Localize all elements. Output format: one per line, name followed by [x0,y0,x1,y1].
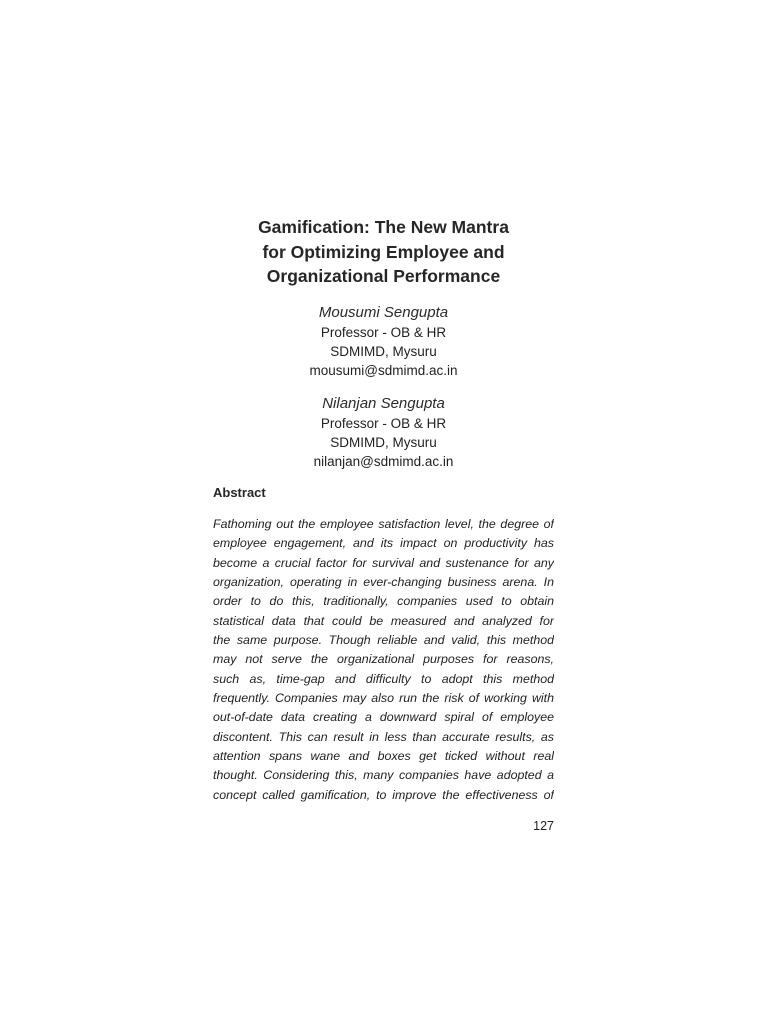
abstract-line: employee engagement, and its impact on productivity has [213,536,554,551]
author-position: Professor - OB & HR [320,325,447,340]
abstract-line: such as, time-gap and difficulty to adopt this method [213,671,554,686]
author-email: mousumi@sdmimd.ac.in [309,363,458,378]
abstract-line: Fathoming out the employee satisfaction level, the degree of [213,517,554,531]
title-line: Gamification: The New Mantra [258,217,509,237]
author-institution: SDMIMD, Mysuru [330,344,437,359]
abstract-line: order to do this, traditionally, companies used to obtain [213,594,554,609]
abstract-line: concept called gamification, to improve the effectiveness of [213,787,554,802]
abstract-line: organization, operating in ever-changing business arena. In [213,575,554,590]
abstract-line: may not serve the organizational purposes for reasons, [213,652,554,667]
abstract-line: become a crucial factor for survival and sustenance for any [213,555,554,570]
author-position: Professor - OB & HR [320,416,447,431]
abstract-line: thought. Considering this, many companies have adopted a [213,768,554,783]
page-content [213,0,554,1024]
abstract-line: discontent. This can result in less than accurate results, as [213,729,554,744]
page-number: 127 [533,819,554,833]
abstract-body [213,515,554,805]
abstract-line: frequently. Companies may also run the risk of working with [213,691,554,706]
author-institution: SDMIMD, Mysuru [330,435,437,450]
abstract-line: statistical data that could be measured and analyzed for [213,613,554,628]
title-line: Organizational Performance [266,266,501,286]
article-title [213,215,554,289]
author-block-1 [213,303,554,380]
abstract-line: out-of-date data creating a downward spiral of employee [213,710,554,725]
author-block-2 [213,394,554,471]
author-email: nilanjan@sdmimd.ac.in [313,454,454,469]
abstract-line: the same purpose. Though reliable and valid, this method [213,633,554,648]
abstract-line: attention spans wane and boxes get ticked without real [213,749,554,764]
author-name: Nilanjan Sengupta [322,395,445,412]
title-line: for Optimizing Employee and [262,241,505,262]
abstract-heading: Abstract [213,485,266,500]
author-name: Mousumi Sengupta [318,304,449,321]
